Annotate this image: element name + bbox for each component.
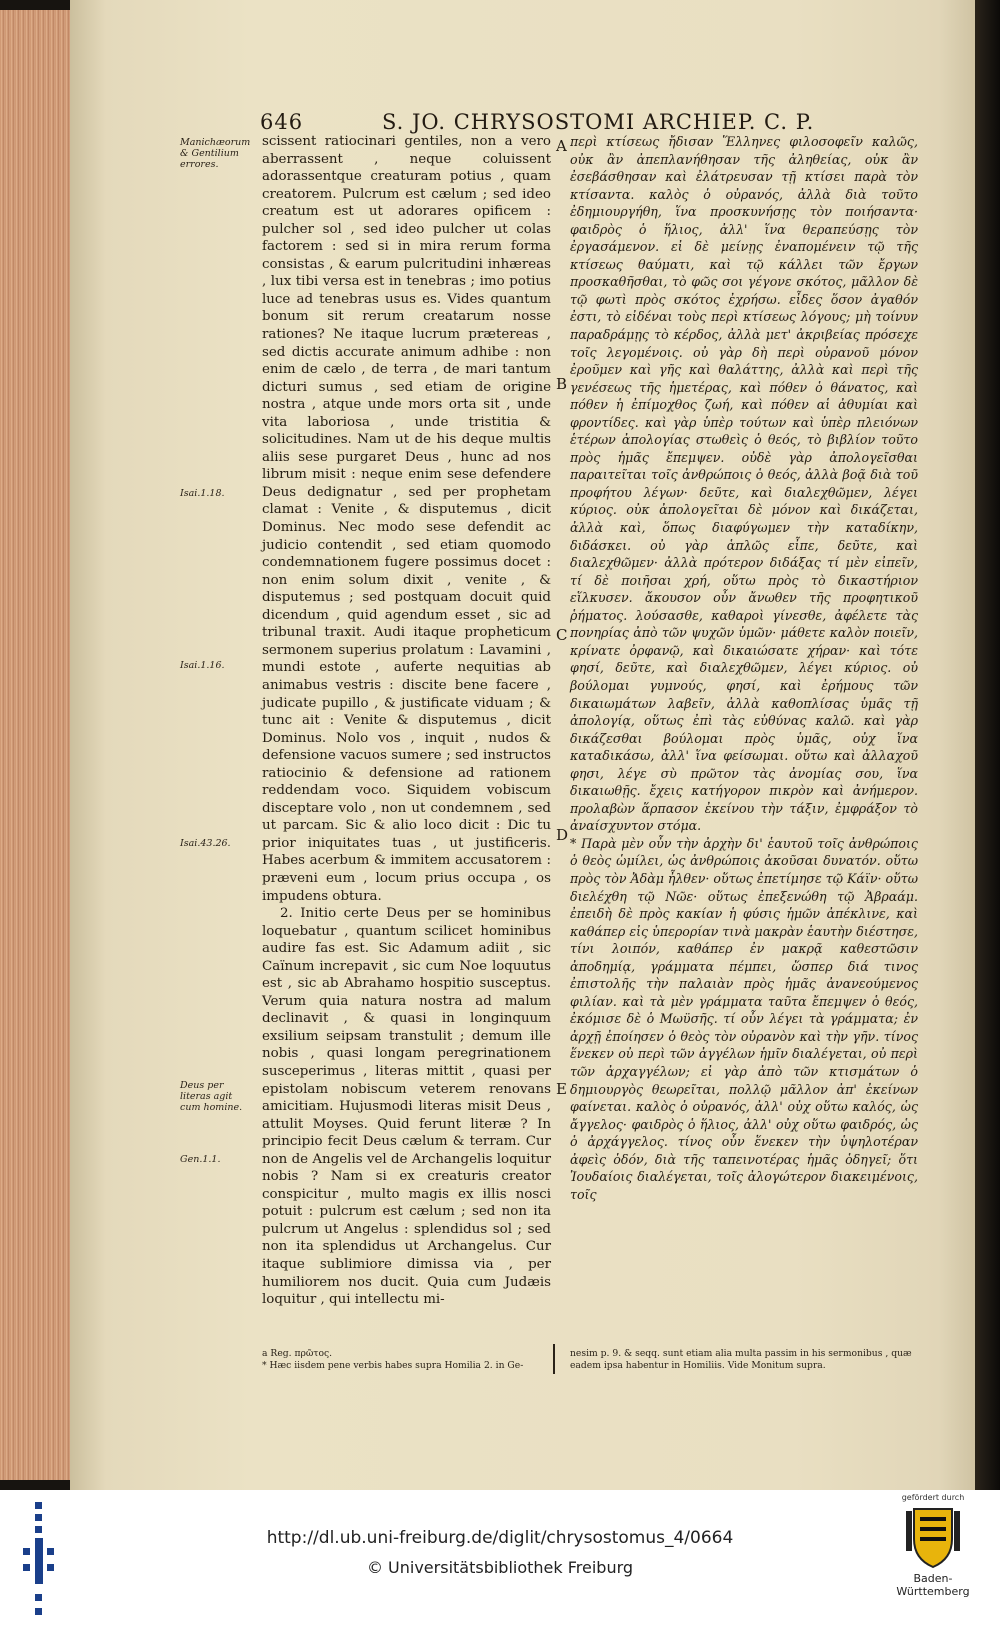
latin-column: [262, 133, 551, 1309]
margin-note: Isai.1.18.: [180, 488, 225, 499]
section-letter: E: [556, 1080, 567, 1098]
page-edge-stack: [0, 10, 70, 1480]
footnotes-left: [262, 1348, 552, 1371]
margin-note: Deus per literas agit cum homine.: [180, 1080, 243, 1113]
margin-note: Isai.43.26.: [180, 838, 231, 849]
section-letter: B: [556, 375, 568, 393]
margin-note: Manichæorum & Gentilium errores.: [180, 137, 251, 170]
running-title: S. JO. CHRYSOSTOMI ARCHIEP. C. P.: [382, 110, 815, 134]
coat-of-arms-icon: [904, 1505, 962, 1569]
latin-paragraph: 2. Initio certe Deus per se hominibus loquebatur , quantum scilicet hominibus audire fas est. Sic Adamum adiit , sic Caïnum increpavit , sic cum Noe loquutus est , sic ab Abrahamo hospitio susceptus. Verum quia natura nostra ad malum declinavit , & quasi in longinquum exsilium seipsam transtulit ; demum ille nobis , quasi longam peregrinationem susceperimus , literas mittit , quasi per epistolam nobiscum veterem renovans amicitiam. Hujusmodi literas misit Deus , attulit Moyses. Quid ferunt literæ ? In principio fecit Deus cælum & terram. Cur non de Angelis vel de Archangelis loquitur nobis ? Nam si ex creaturis creator conspicitur , multo magis ex illis nosci potuit : pulcrum est cælum ; sed non ita pulcrum ut Angelus : splendidus sol ; sed non ita splendidus ut Archangelus. Cur itaque sublimiore dimissa via , per humiliorem nos ducit. Quia cum Judæis loquitur , qui intellectu mi-: [262, 906, 551, 1308]
footnotes-right: [570, 1348, 918, 1371]
greek-paragraph: * Παρὰ μὲν οὖν τὴν ἀρχὴν δι' ἑαυτοῦ τοῖς ἀνθρώποις ὁ θεὸς ὡμίλει, ὡς ἀνθρώποις ἀκοῦσαι δυνατόν. οὕτω πρὸς τὸν Ἀδὰμ ἦλθεν· οὕτως ἐπετίμησε τῷ Κάϊν· οὕτω διελέχθη τῷ Νῶε· οὕτως ἐπεξενώθη τῷ Ἀβραάμ. ἐπειδὴ δὲ πρὸς κακίαν ἡ φύσις ἡμῶν ἀπέκλινε, καὶ καθάπερ εἰς ὑπερορίαν τινὰ μακρὰν ἑαυτὴν διέστησε, τίνι λοιπόν, καθάπερ ἐν μακρᾷ καθεστῶσιν ἀποδημίᾳ, γράμματα πέμπει, ὥσπερ διά τινος ἐπιστολῆς τὴν παλαιὰν πρὸς ἡμᾶς ἀνανεούμενος φιλίαν. καὶ τὰ μὲν γράμματα ταῦτα ἔπεμψεν ὁ θεός, ἐκόμισε δὲ ὁ Μωϋσῆς. τί οὖν λέγει τὰ γράμματα; ἐν ἀρχῇ ἐποίησεν ὁ θεὸς τὸν οὐρανὸν καὶ τὴν γῆν. τίνος ἕνεκεν οὐ περὶ τῶν ἀγγέλων ἡμῖν διαλέγεται, οὐ περὶ τῶν ἀρχαγγέλων; εἰ γὰρ ἀπὸ τῶν κτισμάτων ὁ δημιουργὸς θεωρεῖται, πολλῷ μᾶλλον ἀπ' ἐκείνων φαίνεται. καλὸς ὁ οὐρανός, ἀλλ' οὐχ οὕτω καλός, ὡς ἄγγελος· φαιδρὸς ὁ ἥλιος, ἀλλ' οὐχ οὕτω φαιδρός, ὡς ὁ ἀρχάγγελος. τίνος οὖν ἕνεκεν τὴν ὑψηλοτέραν ἀφεὶς ὁδόν, διὰ τῆς ταπεινοτέρας ἡμᾶς ὁδηγεῖ; ὅτι Ἰουδαίοις διαλέγεται, τοῖς ἀλογώτερον διακειμένοις, τοῖς: [570, 835, 918, 1202]
copyright-notice: © Universitätsbibliothek Freiburg: [366, 1558, 634, 1577]
section-letter: D: [556, 826, 569, 844]
footnote: nesim p. 9. & seqq. sunt etiam alia multa passim in his sermonibus , quæ eadem ipsa habentur in Homiliis. Vide Monitum supra.: [570, 1348, 912, 1371]
permalink-url[interactable]: http://dl.ub.uni-freiburg.de/diglit/chrysostomus_4/0664: [266, 1528, 734, 1548]
margin-note: Gen.1.1.: [180, 1154, 221, 1165]
section-letter: A: [556, 137, 567, 155]
margin-note: Isai.1.16.: [180, 660, 225, 671]
page-number: 646: [260, 110, 304, 134]
footnote: a Reg. πρῶτος.: [262, 1348, 333, 1359]
footnote-divider: [553, 1344, 555, 1374]
footnote: * Hæc iisdem pene verbis habes supra Homilia 2. in Ge-: [262, 1359, 524, 1371]
binding-shadow: [975, 0, 1000, 1490]
greek-column: [570, 133, 918, 1203]
section-letter: C: [556, 626, 568, 644]
greek-paragraph: περὶ κτίσεως ἤδισαν Ἕλληνες φιλοσοφεῖν καλῶς, οὐκ ἂν ἀπεπλανήθησαν τῆς ἀληθείας, οὐκ ἂν ἐσεβάσθησαν καὶ ἐλάτρευσαν τῇ κτίσει παρὰ τὸν κτίσαντα. καλὸς ὁ οὐρανός, ἀλλὰ διὰ τοῦτο ἐδημιουργήθη, ἵνα προσκυνήσῃς τὸν ποιήσαντα· φαιδρὸς ὁ ἥλιος, ἀλλ' ἵνα θεραπεύσῃς τὸν ἐργασάμενον. εἰ δὲ μείνῃς ἐναπομένειν τῷ τῆς κτίσεως θαύματι, καὶ τῷ κάλλει τῶν ἔργων προσκαθῆσθαι, τὸ φῶς σοι γέγονε σκότος, μᾶλλον δὲ τῷ φωτὶ πρὸς σκότος ἐχρήσω. εἶδες ὅσον ἀγαθόν ἐστι, τὸ εἰδέναι τοὺς περὶ κτίσεως λόγους; μὴ τοίνυν παραδράμῃς τὸ κέρδος, ἀλλὰ μετ' ἀκριβείας πρόσεχε τοῖς λεγομένοις. οὐ γὰρ δὴ περὶ οὐρανοῦ μόνον ἐροῦμεν καὶ γῆς καὶ θαλάττης, ἀλλὰ καὶ περὶ τῆς γενέσεως τῆς ἡμετέρας, καὶ πόθεν ὁ θάνατος, καὶ πόθεν ἡ ἐπίμοχθος ζωή, καὶ πόθεν αἱ ἀθυμίαι καὶ φροντίδες. καὶ γὰρ ὑπὲρ τούτων καὶ ὑπὲρ πλειόνων ἑτέρων ἀπολογίας στωθεὶς ὁ θεός, τὸ βιβλίον τοῦτο πρὸς ἡμᾶς ἔπεμψεν. οὐδὲ γὰρ ἀπολογεῖσθαι παραιτεῖται τοῖς ἀνθρώποις ὁ θεός, ἀλλὰ βοᾷ διὰ τοῦ προφήτου λέγων· δεῦτε, καὶ διαλεχθῶμεν, λέγει κύριος. οὐκ ἀπολογεῖται δὲ μόνον καὶ δικάζεται, ἀλλὰ καὶ, ὅπως διαφύγωμεν τὴν καταδίκην, διδάσκει. οὐ γὰρ ἁπλῶς εἶπε, δεῦτε, καὶ διαλεχθῶμεν· ἀλλὰ πρότερον διδάξας τί μὲν εἰπεῖν, τί δὲ ποιῆσαι χρή, οὕτω πρὸς τὸ δικαστήριον εἵλκυσεν. ἄκουσον οὖν ἄνωθεν τῆς προφητικοῦ ῥήματος. λούσασθε, καθαροὶ γίνεσθε, ἀφέλετε τὰς πονηρίας ἀπὸ τῶν ψυχῶν ὑμῶν· μάθετε καλὸν ποιεῖν, κρίνατε ὀρφανῷ, καὶ δικαιώσατε χήραν· καὶ τότε φησί, δεῦτε, καὶ διαλεχθῶμεν, λέγει κύριος. οὐ βούλομαι γυμνούς, φησί, καὶ ἐρήμους τῶν δικαιωμάτων λαβεῖν, ἀλλὰ καθοπλίσας ὑμᾶς τῇ ἀπολογίᾳ, οὕτως ἐπὶ τὰς εὐθύνας καλῶ. καὶ γὰρ δικάζεσθαι βούλομαι πρὸς ὑμᾶς, οὐχ ἵνα καταδικάσω, ἀλλ' ἵνα φείσωμαι. οὕτω καὶ ἀλλαχοῦ φησι, λέγε σὺ πρῶτον τὰς ἀνομίας σου, ἵνα δικαιωθῇς. ἔχεις κατήγορον πικρὸν καὶ ἀνήμερον. προλαβὼν ἅρπασον ἐκείνου τὴν τάξιν, ἐμφράξον τὸ ἀναίσχυντον στόμα.: [570, 134, 918, 834]
sponsor-caption: gefördert durch: [901, 1493, 965, 1502]
latin-paragraph: scissent ratiocinari gentiles, non a vero aberrassent , neque coluissent adorassentque creaturam potius , quam creatorem. Pulcrum est cælum ; sed ideo creatum est ut adorares opificem : pulcher sol , sed ideo pulcher ut colas factorem : sed si in mira rerum forma consistas , & earum pulcritudini inhæreas , lux tibi versa est in tenebras ; imo potius luce ad tenebras usus es. Vides quantum bonum sit rerum creatarum nosse rationes? Ne itaque lucrum prætereas , sed dictis accurate animum adhibe : non enim de cælo , de terra , de mari tantum dicturi sumus , sed etiam de origine nostra , atque unde mors orta sit , unde vita laboriosa , unde tristitia & solicitudines. Nam ut de his deque multis aliis sese purgaret Deus , hunc ad nos librum misit : neque enim sese defendere Deus dedignatur , sed per prophetam clamat : Venite , & disputemus , dicit Dominus. Nec modo sese defendit ac judicio contendit , sed etiam quomodo condemnationem fugere possimus docet : non enim solum dixit , venite , & disputemus ; sed postquam docuit quid dicendum , quid agendum esset , sic ad tribunal traxit. Audi itaque propheticum sermonem superius prolatum : Lavamini , mundi estote , auferte nequitias ab animabus vestris : discite bene facere , judicate pupillo , & justificate viduam ; & tunc ait : Venite & disputemus , dicit Dominus. Nolo vos , inquit , nudos & defensione vacuos sumere ; sed instructos ratiocinio & defensione ad rationem reddendam voco. Siquidem vobiscum disceptare volo , non ut condemnem , sed ut parcam. Sic & alio loco dicit : Dic tu prior iniquitates tuas , ut justificeris. Habes acerbum & immitem accusatorem : præveni eum , locum prius occupa , os impudens obtura.: [262, 134, 551, 904]
sponsor-block: [878, 1493, 988, 1598]
sponsor-name: Baden-Württemberg: [896, 1572, 970, 1598]
